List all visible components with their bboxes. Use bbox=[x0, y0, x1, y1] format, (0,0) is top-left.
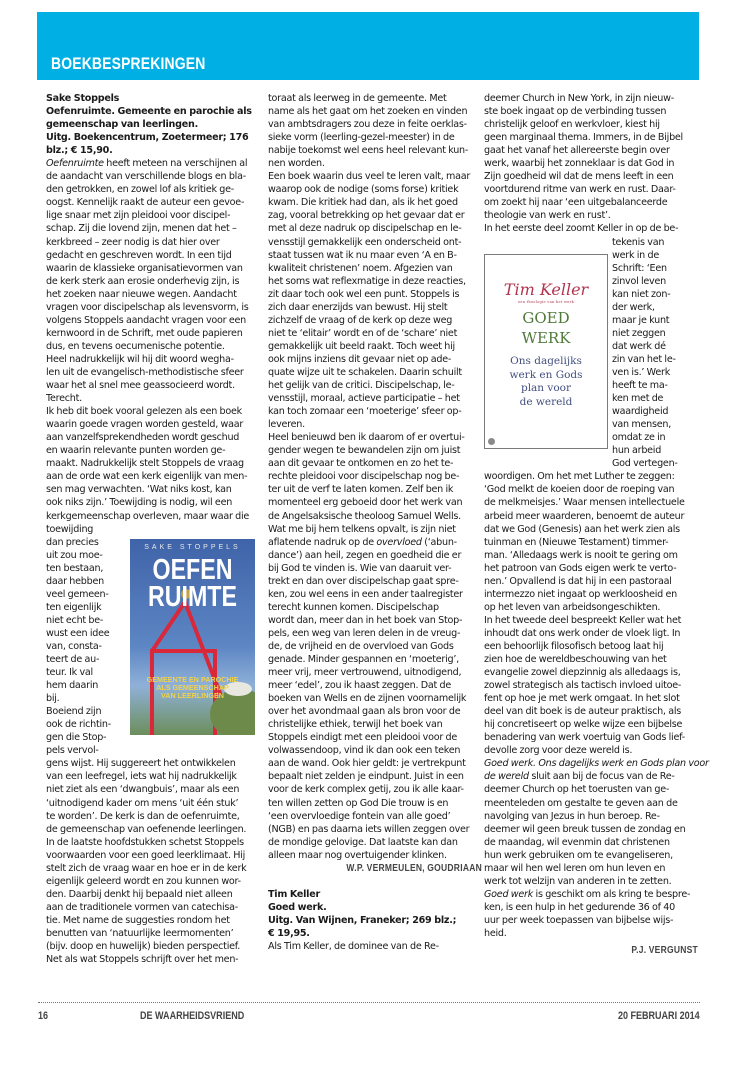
cover-tagline: een theologie van het werk bbox=[517, 300, 575, 304]
text-line: de aandacht van verschillende blogs en bla- bbox=[46, 171, 246, 183]
text-line: veel gemeen- bbox=[46, 588, 109, 600]
text-line: trekt en dan over discipelschap gaat spre- bbox=[268, 575, 459, 587]
text-line: maakt. Nadrukkelijk stelt Stoppels de vraag bbox=[46, 458, 244, 470]
text-line: maar je kunt bbox=[612, 314, 670, 326]
text-line: zin van het le- bbox=[612, 353, 676, 365]
text-line: gemakkelijk uit beeld raakt. Toch weet hij bbox=[268, 340, 455, 352]
text-line: de wereld sluit aan bij de focus van de Re- bbox=[484, 771, 675, 783]
page-number: 16 bbox=[38, 1010, 49, 1022]
text-line: God vertegen- bbox=[612, 458, 678, 470]
text-line: heid. bbox=[484, 928, 507, 939]
cover-subtitle-line: de wereld bbox=[519, 395, 573, 408]
text-line: ten bestaan, bbox=[46, 562, 104, 574]
review2-body-b bbox=[484, 470, 709, 940]
text-line: Goed werk. Ons dagelijks werk en Gods plan voor bbox=[484, 758, 709, 770]
cover-subtitle-line: Ons dagelijks bbox=[510, 355, 582, 367]
text-line: heeft te ma- bbox=[612, 380, 668, 392]
column-2 bbox=[268, 92, 482, 953]
review1-publisher-line2: blz.; € 15,90. bbox=[46, 145, 113, 157]
review1-author: Sake Stoppels bbox=[46, 93, 120, 104]
text-line: te worden’. De kerk is dan de oefenruimte, bbox=[46, 810, 240, 822]
issue-date: 20 FEBRUARI 2014 bbox=[618, 1010, 700, 1022]
text-line: teur. Ik val bbox=[46, 667, 93, 679]
text-line: (NGB) en pas daarna iets willen zeggen over bbox=[268, 823, 470, 835]
text-line: woordigen. Om het met Luther te zeggen: bbox=[484, 471, 675, 483]
text-line: tie. Met name de suggesties rondom het bbox=[46, 914, 230, 926]
text-line: teert de au- bbox=[46, 654, 100, 666]
text-line: van ambtsdragers zou deze in feite oerklas- bbox=[268, 119, 467, 131]
column-3 bbox=[484, 92, 709, 957]
text-line: de melkmeisjes.’ Waar mensen intellectuele bbox=[484, 497, 685, 509]
text-line: vensstijl, moraal, actieve participatie – het bbox=[268, 393, 460, 405]
text-line: zit daar toch ook wel een punt. Stoppels is bbox=[268, 288, 460, 300]
text-line: benadering van werk voertuig van Gods lief- bbox=[484, 732, 685, 744]
text-line: uit zou moe- bbox=[46, 549, 103, 561]
text-line: fent op hoe je met werk omgaat. In het slot bbox=[484, 693, 680, 705]
text-line: sen mag verwachten. ‘Wat niks kost, kan bbox=[46, 484, 232, 496]
text-line: In het eerste deel zoomt Keller in op de be- bbox=[484, 223, 679, 235]
text-line: waardigheid bbox=[612, 406, 669, 418]
text-line: voortdurend ritme van werk en rust. Daar- bbox=[484, 184, 676, 196]
text-line: boeken van Wells en de zijnen voornamelijk bbox=[268, 693, 467, 705]
review2-title: Goed werk. bbox=[268, 901, 327, 913]
cover-subtitle-line: plan voor bbox=[520, 382, 572, 394]
text-line: niet te ‘elitair’ wordt en of de ‘schare’ niet bbox=[268, 327, 458, 339]
text-line: aan de orde wat een kerk eigenlijk van men- bbox=[46, 471, 248, 483]
text-line: quate wijze uit te schakelen. Daarin schuilt bbox=[268, 366, 462, 378]
text-line: ‘een overvloedige fontein van alle goed’ bbox=[268, 810, 451, 822]
text-line: zowel strategisch als tactisch invloed uitoe- bbox=[484, 680, 682, 692]
review2-body-start: Als Tim Keller, de dominee van de Re- bbox=[268, 941, 439, 952]
text-line: en waarin relevante punten worden ge- bbox=[46, 445, 226, 457]
text-line: Heel nadrukkelijk wil hij dit woord wegha- bbox=[46, 353, 234, 365]
text-line: ook mijns inziens dit gevaar niet op ade- bbox=[268, 353, 452, 365]
text-line: staat tussen wat ik nu maar even ‘A en B- bbox=[268, 249, 457, 261]
text-line: Goed werk is geschikt om als kring te bespre- bbox=[484, 888, 691, 900]
text-line: kernwoord in de Schrift, met oude papieren bbox=[46, 327, 243, 339]
cover-subtitle-line: ALS GEMEENSCHAP bbox=[156, 683, 229, 692]
text-line: gaat het vanaf het allereerste begin over bbox=[484, 145, 670, 157]
text-line: volwassendoop, vind ik dan ook een teken bbox=[268, 745, 461, 757]
text-line: Stoppels eindigt met een pleidooi voor de bbox=[268, 732, 458, 744]
text-line: waar het al snel mee geassocieerd wordt. bbox=[46, 380, 235, 392]
text-line: vragen voor discipelschap als levensvorm, is bbox=[46, 301, 249, 313]
text-line: christelijk geloof en werkvloer, kiest hij bbox=[484, 119, 660, 131]
text-line: deemer Church op het toerusten van ge- bbox=[484, 784, 670, 796]
text-line: aflatende nadruk op de overvloed (‘abun- bbox=[268, 536, 457, 548]
text-line: name als het gaat om het zoeken en vinden bbox=[268, 106, 468, 118]
text-line: de gemeenschap van oefenende leerlingen. bbox=[46, 823, 247, 835]
text-line: ten willen zetten op God Die trouw is en bbox=[268, 797, 449, 809]
text-line: het patroon van Gods eigen werk te verto- bbox=[484, 562, 677, 574]
text-line: aan dit gevaar te ontkomen en zo het te- bbox=[268, 458, 454, 470]
cover-title-line1: OEFEN bbox=[152, 554, 233, 586]
text-line: van mensen, bbox=[612, 419, 671, 431]
text-line: niet zeggen bbox=[612, 327, 666, 339]
text-line: gens wijst. Hij suggereert het ontwikkelen bbox=[46, 758, 236, 770]
text-line: In het tweede deel bespreekt Keller wat het bbox=[484, 614, 682, 626]
text-line: nen.’ Opvallend is dat hij in een pastoraal bbox=[484, 575, 672, 587]
column-1 bbox=[46, 92, 260, 966]
text-line: dat we God (Genesis) aan het werk zien als bbox=[484, 523, 680, 535]
text-line: intermezzo niet ingaat op werkloosheid en bbox=[484, 588, 677, 600]
text-line: dat werk dé bbox=[612, 340, 666, 352]
text-line: meenteleden om gestalte te geven aan de bbox=[484, 797, 678, 809]
text-line: ten eigenlijk bbox=[46, 601, 102, 613]
text-line: meer ‘edel’, zou ik haast zeggen. Dat de bbox=[268, 680, 452, 692]
text-line: dus, en tevens oecumenische potentie. bbox=[46, 340, 225, 352]
text-line: evangelie zowel diepzinnig als alledaags is, bbox=[484, 667, 681, 679]
text-line: hem daarin bbox=[46, 680, 99, 692]
text-line: aan de traditionele vormen van catechisa- bbox=[46, 901, 238, 913]
text-line: werk tot welzijn van anderen in te zetten. bbox=[484, 875, 672, 887]
book-cover-oefenruimte bbox=[130, 539, 255, 735]
text-line: tuinman en (Nieuwe Testament) timmer- bbox=[484, 536, 669, 548]
cover-title-line2: WERK bbox=[521, 329, 571, 347]
text-line: de, de vrijheid en de overvloed van Gods bbox=[268, 640, 454, 652]
text-line: bij God te vinden is. Wie van daaruit ver- bbox=[268, 562, 452, 574]
text-line: omdat ze in bbox=[612, 432, 666, 444]
text-line: waarin de klassieke organisatievormen van bbox=[46, 262, 243, 274]
cover-subtitle bbox=[130, 676, 255, 700]
text-line: In de laatste hoofdstukken schetst Stoppels bbox=[46, 836, 244, 848]
text-line: ter uit de verf te laten komen. Zelf ben ik bbox=[268, 484, 454, 496]
cover-subtitle-line: GEMEENTE EN PAROCHIE bbox=[146, 675, 239, 684]
cover-subtitle bbox=[485, 355, 607, 409]
text-line: de mondige gelovige. Dat laatste kan dan bbox=[268, 836, 458, 848]
review1-signature: W.P. VERMEULEN, GOUDRIAAN bbox=[346, 862, 482, 874]
cover-author: Tim Keller bbox=[503, 280, 589, 299]
review1-body-b bbox=[46, 757, 260, 966]
book-cover-goed-werk bbox=[484, 254, 608, 449]
text-line: op het leven van arbeidsongeschikten. bbox=[484, 601, 661, 613]
text-line: aan de wand. Ook hier geldt: je vertrekpunt bbox=[268, 758, 466, 770]
section-title: BOEKBESPREKINGEN bbox=[51, 54, 206, 73]
text-line: voor de kerk complex getij, zou ik alle kaar- bbox=[268, 784, 464, 796]
text-line: Terecht. bbox=[46, 393, 82, 405]
text-line: nen worden. bbox=[268, 158, 325, 170]
cover-title-line1: GOED bbox=[522, 309, 570, 327]
text-line: van een leefregel, iets wat hij nadrukkelijk bbox=[46, 771, 237, 783]
text-line: werk in de bbox=[612, 249, 659, 261]
text-line: Schrift: ‘Een bbox=[612, 262, 667, 274]
cover-author: SAKE STOPPELS bbox=[144, 544, 241, 551]
text-line: het gelijk van de critici. Discipelschap, le- bbox=[268, 380, 455, 392]
text-line: theologie van werk en rust’. bbox=[484, 210, 611, 222]
text-line: Net als wat Stoppels schrijft over het men- bbox=[46, 954, 239, 966]
text-line: uur per week toepassen van bijbelse wijs- bbox=[484, 914, 674, 926]
section-banner bbox=[37, 12, 699, 80]
text-line: ken, is een hulp in het gedurende 36 of 40 bbox=[484, 901, 675, 913]
text-line: om zoekt hij naar ‘een uitgebalanceerde bbox=[484, 197, 668, 209]
text-line: inhoudt dat ons werk onder de vloek ligt. In bbox=[484, 627, 681, 639]
text-line: ken, zou wel eens in een ander taalregister bbox=[268, 588, 463, 600]
text-line: dance’) aan heil, zegen en goedheid die er bbox=[268, 549, 462, 561]
text-line: voorwaarden voor een goed leerklimaat. Hij bbox=[46, 849, 246, 861]
text-line: kwam. Die kritiek had dan, als ik het goed bbox=[268, 197, 458, 209]
text-line: den. Daarbij denkt hij bepaald niet alleen bbox=[46, 888, 233, 900]
text-line: kan toch zomaar een ‘moeterige’ sfeer op- bbox=[268, 406, 462, 418]
text-line: ‘uitnodigend kader om mens ‘uit één stuk’ bbox=[46, 797, 239, 809]
text-line: ven is.’ Werk bbox=[612, 366, 670, 378]
text-line: lige snaar met zijn pleidooi voor discipel- bbox=[46, 210, 231, 222]
review1-title-line1: Oefenruimte. Gemeente en parochie als bbox=[46, 106, 252, 118]
text-line: christelijke ethiek, terwijl het boek van bbox=[268, 719, 443, 731]
text-line: Een boek waarin dus veel te leren valt, maar bbox=[268, 171, 471, 183]
text-line: dan precies bbox=[46, 536, 99, 548]
text-line: meer vrij, meer vertrouwend, uitnodigend, bbox=[268, 667, 462, 679]
cover-title bbox=[143, 554, 243, 613]
review1-publisher-line1: Uitg. Boekencentrum, Zoetermeer; 176 bbox=[46, 132, 249, 144]
review2-publisher-line2: € 19,95. bbox=[268, 927, 310, 939]
text-line: wordt dan, meer dan in het boek van Stop- bbox=[268, 614, 463, 626]
text-line: devolle zorg voor deze wereld is. bbox=[484, 745, 633, 757]
text-line: de Angelsaksische theoloog Samuel Wells. bbox=[268, 510, 461, 522]
review2-body-a bbox=[484, 92, 698, 236]
text-line: momenteel erg geboeid door het werk van bbox=[268, 497, 463, 509]
text-line: Zijn goedheid wil dat de mens leeft in een bbox=[484, 171, 674, 183]
text-line: deemer Church in New York, in zijn nieuw- bbox=[484, 93, 674, 104]
text-line: gender wegen te bewandelen zijn om juist bbox=[268, 445, 461, 457]
text-line: schap. Zij die lovend zijn, menen dat het – bbox=[46, 223, 237, 235]
review2-publisher-line1: Uitg. Van Wijnen, Franeker; 269 blz.; bbox=[268, 914, 457, 926]
text-line: over het avondmaal gaan als bron voor de bbox=[268, 706, 461, 718]
text-line: den getrokken, en zowel lof als kritiek ge- bbox=[46, 184, 234, 196]
text-line: sieke vorm (leerling-gezel-meester) in de bbox=[268, 132, 455, 144]
text-line: terecht kunnen komen. Discipelschap bbox=[268, 601, 439, 613]
text-line: oogst. Kennelijk raakt de auteur een gevoe- bbox=[46, 197, 245, 209]
text-line: der werk, bbox=[612, 301, 655, 313]
text-line: man. ‘Alledaags werk is nooit te gering om bbox=[484, 549, 678, 561]
text-line: deemer wil geen breuk tussen de zondag en bbox=[484, 823, 686, 835]
text-line: Heel benieuwd ben ik daarom of er overtui- bbox=[268, 432, 465, 444]
text-line: deel van dit boek is de auteur praktisch, als bbox=[484, 706, 682, 718]
text-line: niet echt be- bbox=[46, 614, 104, 626]
text-line: gedacht en geschreven wordt. In een tijd bbox=[46, 249, 232, 261]
text-line: ook niks zijn.’ Toewijding is nodig, wil een bbox=[46, 497, 233, 509]
text-line: rechte pleidooi voor discipelschap nog be- bbox=[268, 471, 460, 483]
text-line: nabije toekomst wel eens heel relevant kun- bbox=[268, 145, 469, 157]
text-line: hun arbeid bbox=[612, 445, 662, 457]
review2-author: Tim Keller bbox=[268, 888, 320, 900]
cover-subtitle-line: VAN LEERLINGEN bbox=[161, 691, 224, 700]
text-line: bepaalt niet zelden je eindpunt. Juist in een bbox=[268, 771, 464, 783]
text-line: benutten van ‘natuurlijke leermomenten’ bbox=[46, 928, 234, 939]
text-line: zinvol leven bbox=[612, 275, 666, 287]
review1-title-line2: gemeenschap van leerlingen. bbox=[46, 119, 198, 131]
text-line: Wat me bij hem telkens opvalt, is zijn niet bbox=[268, 523, 456, 535]
text-line: daar hebben bbox=[46, 575, 104, 587]
text-line: het soms wat reflexmatige in deze reacties, bbox=[268, 275, 466, 287]
text-line: zag, vooral betrekking op het gevaar dat er bbox=[268, 210, 465, 222]
text-line: navolging van Jezus in hun beroep. Re- bbox=[484, 810, 660, 822]
text-line: niet ziet als een ‘dwangbuis’, maar als een bbox=[46, 784, 240, 796]
review1-body-c bbox=[268, 92, 482, 862]
text-line: zichzelf de vraag of de kerk op deze weg bbox=[268, 314, 453, 326]
text-line: waarin goede vragen worden gesteld, waar bbox=[46, 419, 244, 431]
text-line: kan niet zon- bbox=[612, 288, 671, 300]
text-line: kerkgemeenschap overleven, maar waar die bbox=[46, 510, 250, 522]
text-line: kwaliteit christenen’ noem. Afgezien van bbox=[268, 262, 453, 274]
text-line: Oefenruimte heeft meteen na verschijnen al bbox=[46, 158, 248, 170]
magazine-name: DE WAARHEIDSVRIEND bbox=[140, 1010, 245, 1022]
cover-subtitle-line: werk en Gods bbox=[509, 368, 583, 381]
text-line: maar wil hen wel leren om hun leven en bbox=[484, 862, 666, 874]
text-line: de kerk sterk aan erosie onderhevig zijn, is bbox=[46, 275, 240, 287]
review2-signature: P.J. VERGUNST bbox=[631, 945, 698, 957]
text-line: kerkbreed – zeer nodig is dat hier over bbox=[46, 236, 220, 248]
text-line: alleen maar nog overtuigender klinken. bbox=[268, 849, 447, 861]
text-line: Boeiend zijn bbox=[46, 706, 102, 718]
text-line: ‘God melkt de koeien door de roeping van bbox=[484, 484, 675, 496]
text-line: aan vanzelfsprekendheden wordt geschud bbox=[46, 432, 240, 444]
text-line: hun werk gebruiken om te evangeliseren, bbox=[484, 849, 673, 861]
text-line: leveren. bbox=[268, 419, 305, 431]
text-line: ook de richtin- bbox=[46, 719, 111, 731]
text-line: van, consta- bbox=[46, 640, 102, 652]
cover-title-line2: RUIMTE bbox=[148, 581, 237, 613]
publisher-logo-icon bbox=[488, 438, 495, 445]
text-line: waarop ook de nodige (soms forse) kritiek bbox=[268, 184, 459, 196]
text-line: hij concretiseert op welke wijze een bijbelse bbox=[484, 719, 683, 731]
text-line: zien hoe de wereldbeschouwing van het bbox=[484, 654, 667, 666]
cover-title bbox=[485, 308, 607, 348]
text-line: geen marginaal thema. Immers, in de Bijbel bbox=[484, 132, 683, 144]
text-line: toraat als leerweg in de gemeente. Met bbox=[268, 93, 447, 104]
text-line: gen die Stop- bbox=[46, 732, 107, 744]
text-line: wust een idee bbox=[46, 627, 110, 639]
text-line: genade. Minder gespannen en ‘moeterig’, bbox=[268, 654, 459, 666]
text-line: len uit de evangelisch-methodistische sfeer bbox=[46, 366, 244, 378]
text-line: pels vervol- bbox=[46, 745, 99, 757]
text-line: ste boek ingaat op de verbinding tussen bbox=[484, 106, 667, 118]
text-line: werk, waarbij het zonneklaar is dat God in bbox=[484, 158, 675, 170]
text-line: vensstijl gemakkelijk een onderscheid ont- bbox=[268, 236, 462, 248]
text-line: het zoeken naar nieuwe wegen. Aandacht bbox=[46, 288, 237, 300]
text-line: een behoorlijk filosofisch betoog laat hij bbox=[484, 640, 664, 652]
text-line: (bijv. doop en huwelijk) bieden perspectief. bbox=[46, 941, 240, 953]
text-line: ken met de bbox=[612, 393, 664, 405]
text-line: toewijding bbox=[46, 523, 94, 535]
text-line: eigenlijk geleerd wordt en zou kunnen wor- bbox=[46, 875, 241, 887]
text-line: pels, een weg van leren delen in de vreug- bbox=[268, 627, 461, 639]
text-line: tekenis van bbox=[612, 236, 665, 248]
text-line: de maandag, wil evenmin dat christenen bbox=[484, 836, 670, 848]
text-line: Ik heb dit boek vooral gelezen als een boek bbox=[46, 406, 242, 418]
review1-body-a bbox=[46, 157, 260, 535]
review2-body-narrow bbox=[612, 236, 698, 471]
text-line: arbeid meer waarderen, benoemt de auteur bbox=[484, 510, 685, 522]
text-line: bij. bbox=[46, 693, 60, 705]
text-line: zich daar enerzijds van bewust. Hij stelt bbox=[268, 301, 448, 313]
text-line: met al deze nadruk op discipelschap en le- bbox=[268, 223, 462, 235]
text-line: stelt zich de vraag waar en hoe er in de kerk bbox=[46, 862, 247, 874]
footer-divider bbox=[38, 1002, 700, 1003]
text-line: volgens Stoppels aandacht vragen voor een bbox=[46, 314, 246, 326]
